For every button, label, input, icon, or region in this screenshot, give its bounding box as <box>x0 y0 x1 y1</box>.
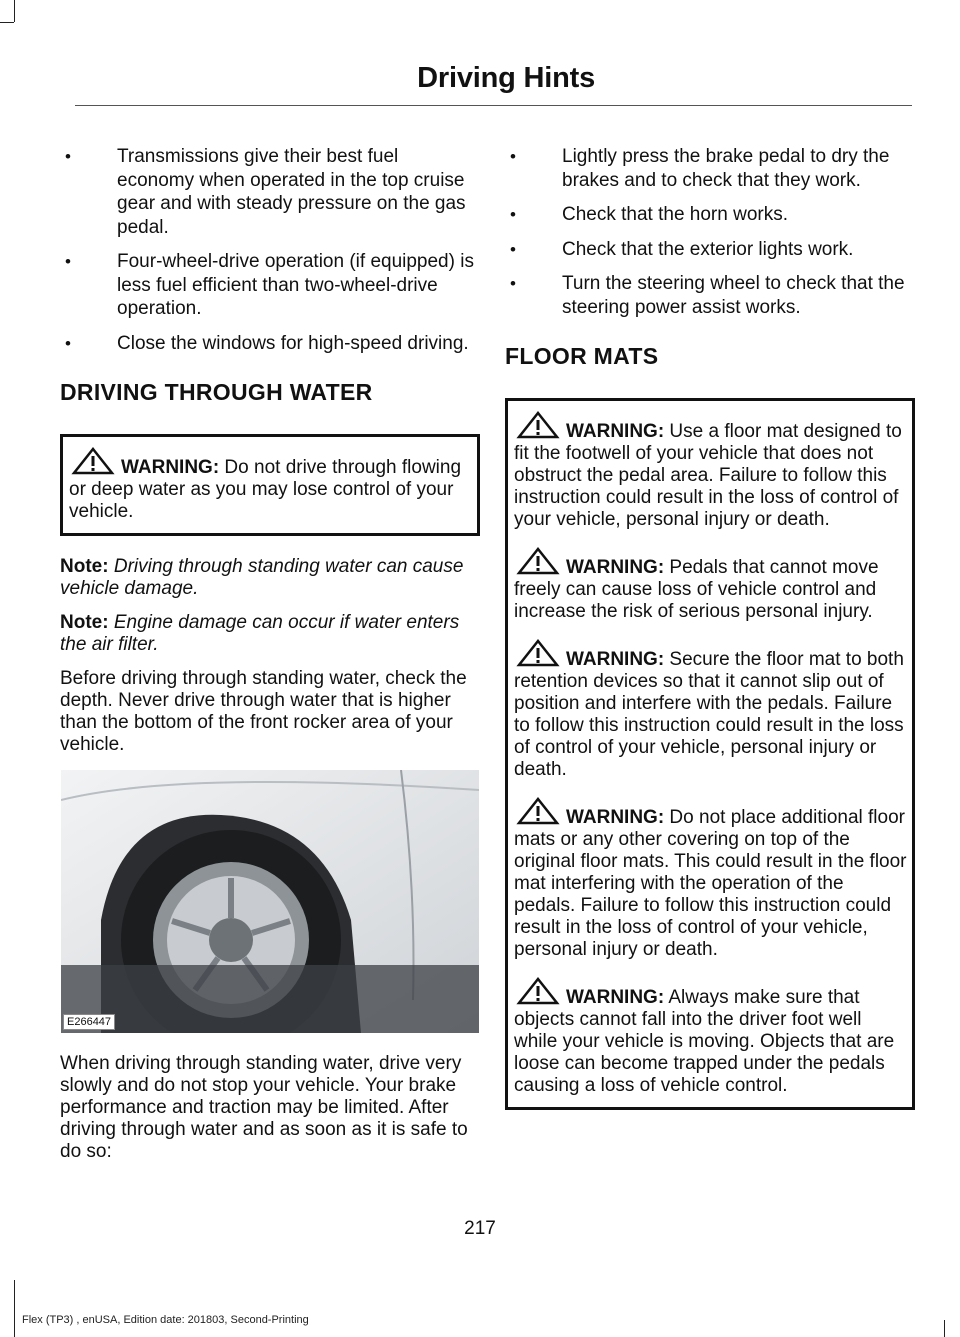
warning-triangle-icon <box>516 797 560 825</box>
car-wheel-illustration <box>61 770 479 1033</box>
note-text: Engine damage can occur if water enters the air filter. <box>60 612 460 655</box>
body-paragraph: When driving through standing water, drive very slowly and do not stop your vehicle. Your brake performance and traction may be limited. After driving through water and as soon as it is safe to do so: <box>60 1053 468 1162</box>
right-column <box>505 145 915 1110</box>
warning-triangle-icon <box>516 547 560 575</box>
note-label: Note: <box>60 556 109 577</box>
warning-box-water <box>60 434 480 536</box>
left-column <box>60 145 480 1175</box>
warning-item <box>514 547 907 623</box>
warning-label: WARNING: <box>121 457 220 478</box>
section-heading-floor-mats: FLOOR MATS <box>505 343 659 369</box>
figure-code: E266447 <box>63 1014 115 1030</box>
crop-mark-tl-v <box>14 0 15 22</box>
warning-text: Do not drive through flowing or deep water as you may lose control of your vehicle. <box>69 457 462 522</box>
warning-text: Always make sure that objects cannot fall into the driver foot well while your vehicle is moving. Objects that are loose can become trapped under the pedals causing a loss of vehicle control. <box>514 987 895 1096</box>
list-item: • Lightly press the brake pedal to dry the brakes and to check that they work. <box>505 145 915 192</box>
warning-text: Do not place additional floor mats or any other covering on top of the original floor mats. This could result in the floor mat interfering with the operation of the pedals. Failure to follow this instruction could result in the loss of control of your vehicle, personal injury or death. <box>514 807 907 960</box>
warning-triangle-icon <box>516 411 560 439</box>
warning-label: WARNING: <box>566 557 665 578</box>
after-water-bullets <box>505 145 915 319</box>
list-item: • Check that the exterior lights work. <box>505 238 915 262</box>
warning-item <box>514 639 907 781</box>
warning-triangle-icon <box>516 639 560 667</box>
warning-triangle-icon <box>516 977 560 1005</box>
warning-item <box>514 411 907 531</box>
footer-edition-text: Flex (TP3) , enUSA, Edition date: 201803, Second-Printing <box>22 1314 309 1326</box>
list-item: • Transmissions give their best fuel economy when operated in the top cruise gear and with steady pressure on the gas pedal. <box>60 145 480 239</box>
list-item: • Four-wheel-drive operation (if equipped) is less fuel efficient than two-wheel-drive operation. <box>60 250 480 321</box>
warning-text: Secure the floor mat to both retention devices so that it cannot slip out of position and interfere with the pedals. Failure to follow this instruction could result in the loss of control of your vehicle, personal injury or death. <box>514 649 904 780</box>
body-paragraph: Before driving through standing water, check the depth. Never drive through water that is higher than the bottom of the front rocker area of your vehicle. <box>60 668 467 755</box>
warning-label: WARNING: <box>566 807 665 828</box>
warning-item <box>514 797 907 961</box>
note-paragraph <box>60 556 480 600</box>
warning-label: WARNING: <box>566 421 665 442</box>
header-rule <box>75 105 912 106</box>
fuel-bullets <box>60 145 480 355</box>
page-number: 217 <box>464 1218 496 1239</box>
warning-text: Use a floor mat designed to fit the footwell of your vehicle that does not obstruct the pedal area. Failure to follow this instruction could result in the loss of control of your vehicle, personal injury or death. <box>514 421 902 530</box>
list-item: • Check that the horn works. <box>505 203 915 227</box>
note-text: Driving through standing water can cause vehicle damage. <box>60 556 464 599</box>
warning-text: Pedals that cannot move freely can cause loss of vehicle control and increase the risk of serious personal injury. <box>514 557 879 622</box>
section-heading-water: DRIVING THROUGH WATER <box>60 379 373 405</box>
warning-item <box>514 977 907 1097</box>
warning-box-floor-mats <box>505 398 915 1110</box>
warning-label: WARNING: <box>566 649 665 670</box>
crop-mark-br-v <box>944 1320 945 1337</box>
figure-wheel-water-depth <box>61 770 479 1033</box>
page-header-title: Driving Hints <box>417 62 595 94</box>
warning-item <box>69 447 472 523</box>
list-item: • Turn the steering wheel to check that the steering power assist works. <box>505 272 915 319</box>
note-label: Note: <box>60 612 109 633</box>
warning-label: WARNING: <box>566 987 665 1008</box>
warning-triangle-icon <box>71 447 115 475</box>
crop-mark-tl-h <box>0 22 14 23</box>
note-paragraph <box>60 612 480 656</box>
crop-mark-bl-v <box>14 1280 15 1337</box>
list-item: • Close the windows for high-speed driving. <box>60 332 480 356</box>
